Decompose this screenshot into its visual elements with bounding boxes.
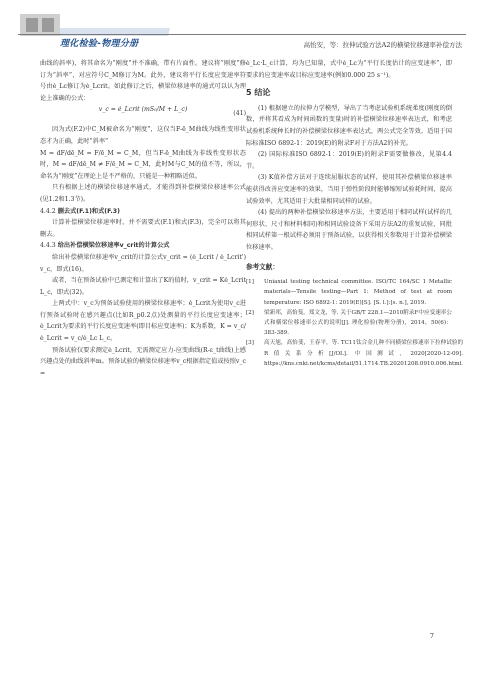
conclusion-item: (3) K值补偿方法对于连续屈服状态的试样，使用其补偿横梁位移速率能获得改善应变速率的效果，当用于弹性阶段时能够缩短试验耗时间，提高试验效率，尤其适用于大批量相同试样的试验。 xyxy=(246,174,452,205)
reference-item xyxy=(246,338,464,369)
header-rule xyxy=(18,34,466,35)
paragraph: 计算补偿横梁位移速率时，并不需要式(F.1)和式(F.3)，完全可以将其删去。 xyxy=(40,219,246,238)
page-number: 7 xyxy=(429,632,434,640)
paragraph: 或者，当在预备试验中已测定和计算出了K的值时，v_crit = Kė_Lcrit L_c，即式(32)。 xyxy=(40,277,246,296)
section-heading-conclusion: 5 结论 xyxy=(246,88,271,98)
running-head: 高怡安，等：拉伸试验方法A2的横梁位移速率补偿方法 xyxy=(303,41,462,49)
conclusion-item: (2) 国际标准ISO 6892-1：2019(E)的附录F需要做修改，见第4.4节。 xyxy=(246,151,452,170)
paragraph: M = dF/dē_M = F/ē_M = C_M，但当F-ē_M曲线为非线性变形状态时，M = dF/dē_M ≠ F/ē_M = C_M，此时M与C_M的值不等，所以，命名为“刚度”在理论上是不严格的，只能是一种粗略近似。 xyxy=(40,149,246,180)
paragraph: ė_Lc·L_c计算，均为已知量，式中ė_Lc为“平行长度估计的应变速率”，即要求的应变速率或目标应变速率(例如0.000 25 s⁻¹)。 xyxy=(246,60,452,79)
reference-text: 高天旭，高怡斐，王春平，等. TC11钛合金几种不同横梁位移速率下拉伸试验的R值关系分析[J/OL]. 中国测试，2020[2020-12-09]. https://kns.cnki.net/kcms/detail/51.1714.TB.20201208.0910.006.html. xyxy=(264,340,464,367)
paragraph: 因为式(F.2)中C_M被命名为“刚度”，这仅当F-ē_M曲线为线性变形状态才为正确，此时“斜率” xyxy=(40,126,246,145)
conclusion-item: (1) 根据建立的拉伸力学模型，导出了当考虑试验机系统柔度(刚度的倒数，并将其看成为时间函数的变量)时的补偿横梁位移速率表达式，和考虑试验机系统种长时的补偿横梁位移速率表达式，两公式完全等效。适用于国际标准ISO 6892-1：2019(E)的附录F对于方法A2的补充。 xyxy=(246,104,452,147)
paragraph: 给出补偿横梁位移速率v_crit的计算公式v_crit = (ė_Lcrit / ė_Lcrit') v_c，即式(16)。 xyxy=(40,253,246,273)
reference-number: [1] xyxy=(246,279,254,286)
equation-number: (41) xyxy=(233,110,246,118)
reference-number: [3] xyxy=(246,340,254,347)
journal-logo-text: 理化检验-物理分册 xyxy=(60,39,139,49)
left-column xyxy=(40,58,246,379)
page-header xyxy=(0,0,480,56)
reference-item xyxy=(246,277,452,308)
conclusion-item: (4) 提出的两种补偿横梁位移速率方法，主要适用于相同试样(试样的几何形状、尺寸和材料相同)和相同试验设备下采用方法A2的重复试验，同批相同试样第一根试样必须用于预备试验，以获得相关参数用于计算补偿横梁位移速率。 xyxy=(246,209,452,251)
reference-text: 梁新邦，高怡斐，郑文龙，等. 关于GB/T 228.1—2010附录F中应变速率公式和横梁位移速率公式的说明[J]. 理化检验(物理分册)，2014，50(6)：383-389. xyxy=(264,309,452,337)
right-column xyxy=(246,58,464,369)
reference-text: Uniaxial testing technical committee. ISO/TC 164/SC 1 Metallic materials—Tensile testing—Part 1: Method of test at room temperature: ISO 6892-1: 2019(E)[S]. [S. l.]:[s. n.], 2019. xyxy=(264,279,452,306)
subsection-heading-442 xyxy=(40,206,246,218)
subsection-title: 删去式(F.1)和式(F.3) xyxy=(57,207,120,215)
subsection-number: 4.4.3 xyxy=(40,242,56,250)
references-heading: 参考文献： xyxy=(246,262,279,271)
paragraph: 曲线的斜率)，将其命名为“刚度”并不准确，带有片面性。建议将“刚度”修订为“斜率”，对应符号C_M修订为M。此外，建议将平行长度应变速率符号由ė_Lc修订为ė_Lcrit。如此修订之后，横梁位移速率的通式可以认为理论上准确的公式： xyxy=(40,60,246,102)
references-list xyxy=(246,277,464,369)
paragraph: 只有根据上述的横梁位移速率通式，才能得到补偿横梁位移速率公式(见1.2和1.3节)。 xyxy=(40,184,246,203)
paragraph: 上两式中：v_c为预备试验使用的横梁位移速率；ė_Lcrit为使用v_c进行预备试验时在感兴趣点(比如R_p0.2点)处测量的平行长度应变速率；ė_Lcrit为要求的平行长度应变速率(即目标应变速率)；K为系数，K = v_c/ė_Lcrit = v_c/ė_Lc L_c。 xyxy=(40,300,246,343)
reference-number: [2] xyxy=(246,309,254,316)
paragraph: 预备试验仅要求测定ė_Lcrit，无需测定应力-应变曲线(R-ε_t曲线)上感兴趣点处的曲线斜率m。预备试验的横梁位移速率v_c根据指定值或按照v_c = xyxy=(40,346,246,377)
subsection-title: 给出补偿横梁位移速率v_crit的计算公式 xyxy=(57,242,170,250)
subsection-heading-443 xyxy=(40,240,246,252)
equation-body: v_c = ė_Lcrit (mS₀/M + L_c) xyxy=(98,106,188,114)
reference-item xyxy=(246,308,452,339)
subsection-number: 4.4.2 xyxy=(40,207,56,215)
equation-41 xyxy=(40,104,246,124)
